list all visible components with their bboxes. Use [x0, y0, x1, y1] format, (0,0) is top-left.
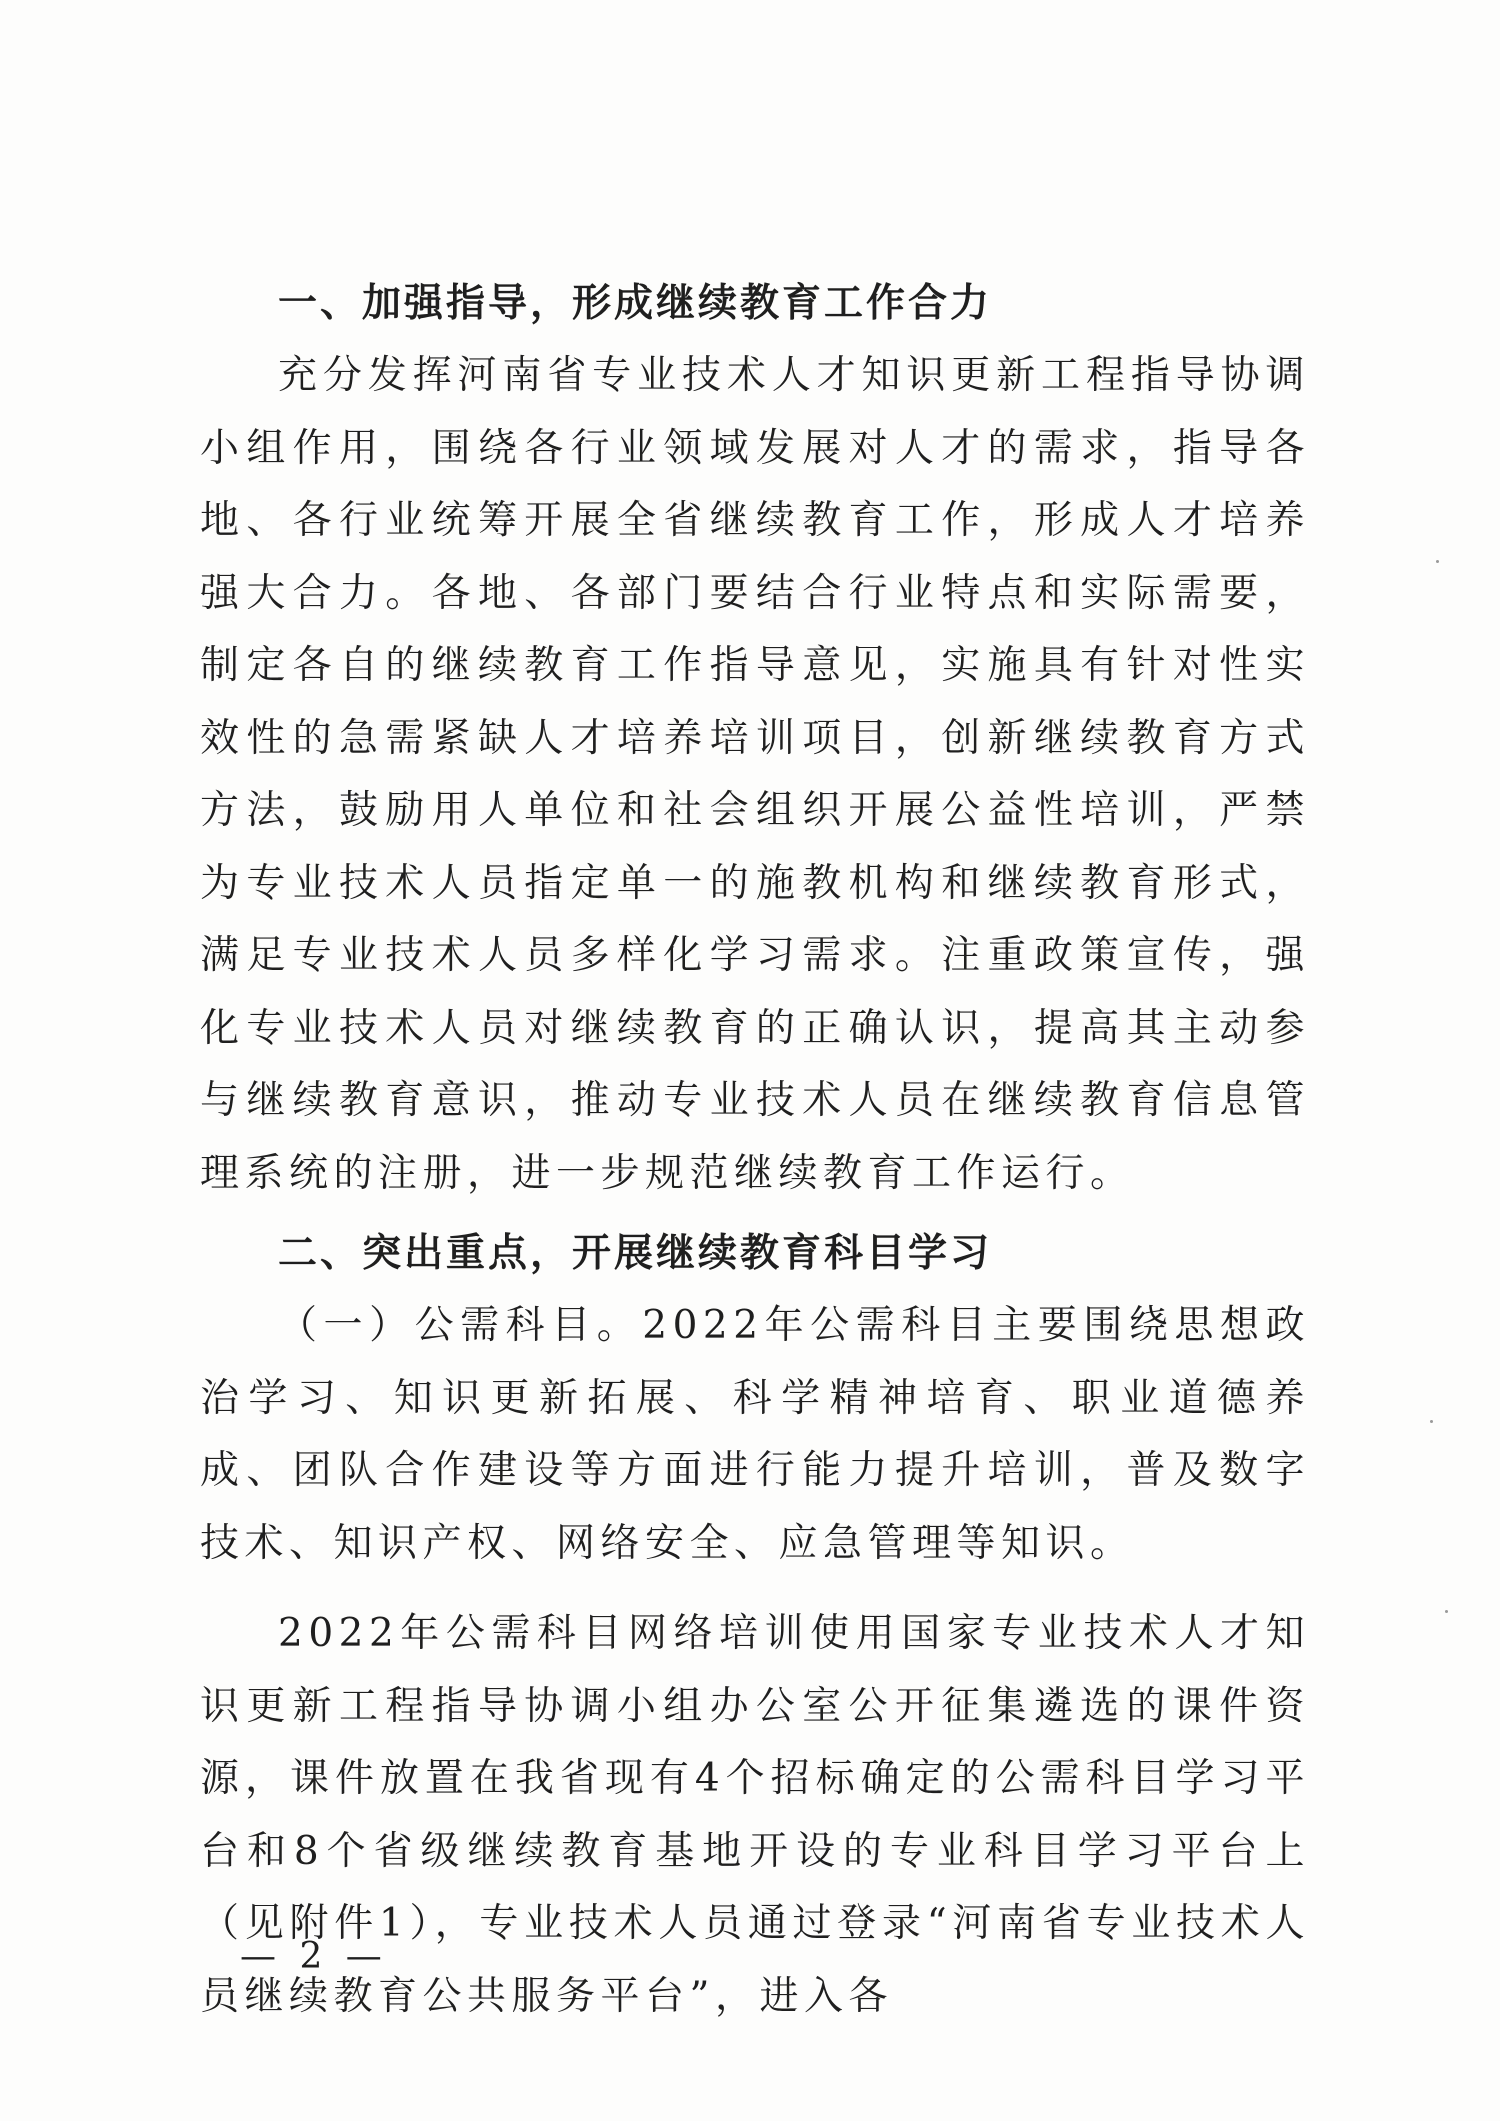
- scan-speck: [1436, 560, 1439, 563]
- section-2-paragraph-1: （一）公需科目。2022年公需科目主要围绕思想政治学习、知识更新拓展、科学精神培育、职业道德养成、团队合作建设等方面进行能力提升培训，普及数字技术、知识产权、网络安全、应急管理等知识。: [200, 1303, 1310, 1566]
- scan-speck: [1445, 1610, 1448, 1613]
- section-heading-1: 一、加强指导，形成继续教育工作合力: [278, 281, 993, 326]
- page-number: — 2 —: [240, 1936, 388, 1977]
- section-1-paragraph: 充分发挥河南省专业技术人才知识更新工程指导协调小组作用，围绕各行业领域发展对人才的需求，指导各地、各行业统筹开展全省继续教育工作，形成人才培养强大合力。各地、各部门要结合行业特点和实际需要，制定各自的继续教育工作指导意见，实施具有针对性实效性的急需紧缺人才培养培训项目，创新继续教育方式方法，鼓励用人单位和社会组织开展公益性培训，严禁为专业技术人员指定单一的施教机构和继续教育形式，满足专业技术人员多样化学习需求。注重政策宣传，强化专业技术人员对继续教育的正确认识，提高其主动参与继续教育意识，推动专业技术人员在继续教育信息管理系统的注册，进一步规范继续教育工作运行。: [200, 353, 1310, 1196]
- scan-speck: [1430, 1420, 1433, 1423]
- document-body: [200, 268, 1310, 2033]
- section-2-paragraph-2: 2022年公需科目网络培训使用国家专业技术人才知识更新工程指导协调小组办公室公开征集遴选的课件资源，课件放置在我省现有4个招标确定的公需科目学习平台和8个省级继续教育基地开设的专业科目学习平台上（见附件1），专业技术人员通过登录“河南省专业技术人员继续教育公共服务平台”，进入各: [200, 1611, 1310, 2019]
- section-heading-2: 二、突出重点，开展继续教育科目学习: [278, 1231, 993, 1276]
